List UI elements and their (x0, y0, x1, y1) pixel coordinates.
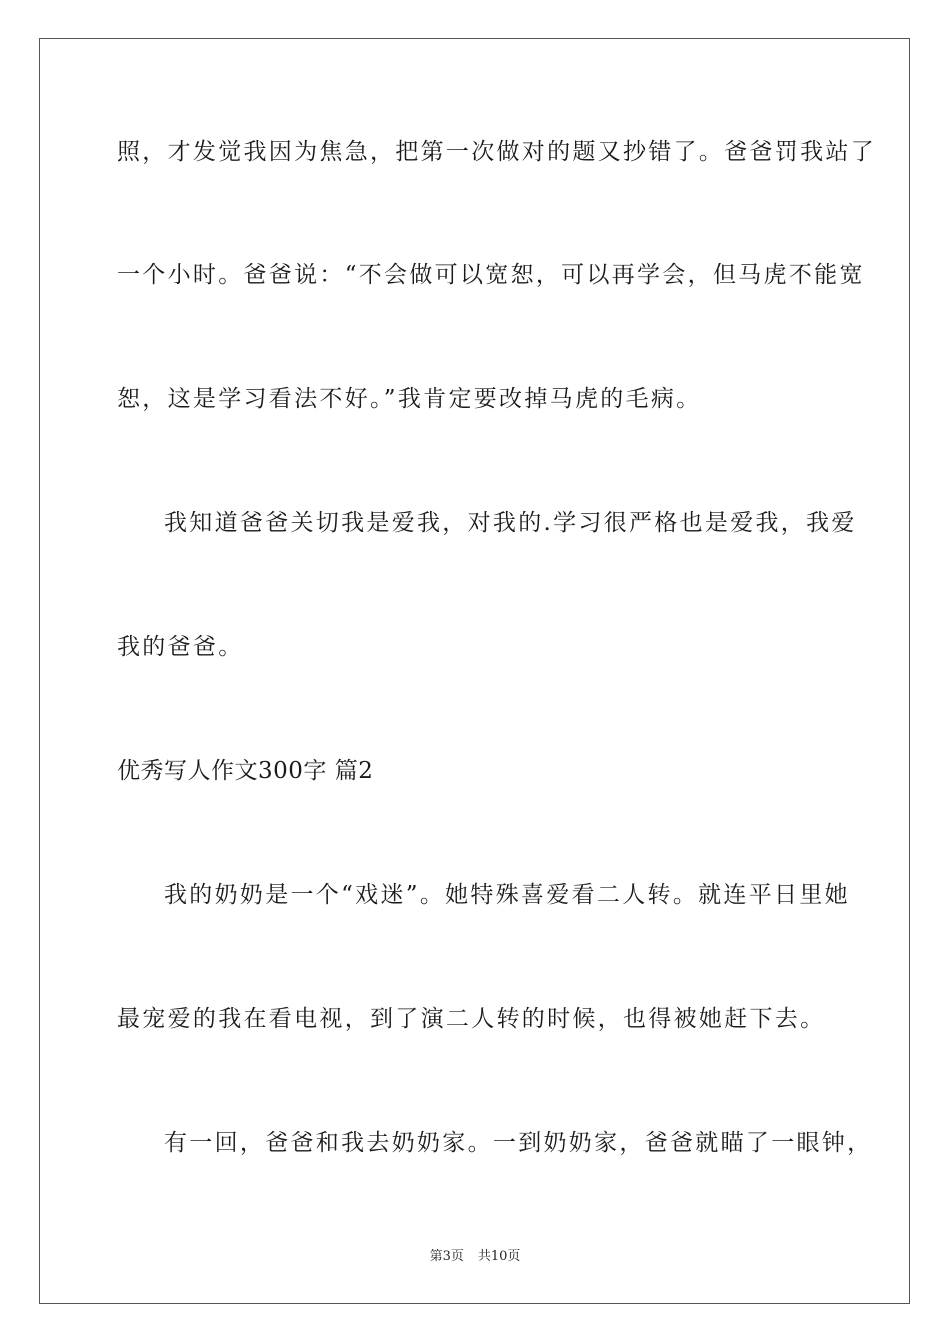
paragraph-line-4: 我知道爸爸关切我是爱我，对我的.学习很严格也是爱我，我爱 (164, 510, 857, 536)
paragraph-line-7: 最宠爱的我在看电视，到了演二人转的时候，也得被她赶下去。 (117, 1006, 826, 1032)
section-heading: 优秀写人作文300字 篇2 (117, 758, 374, 784)
page-border (39, 38, 910, 1304)
page-footer (0, 1248, 950, 1266)
paragraph-line-8: 有一回，爸爸和我去奶奶家。一到奶奶家，爸爸就瞄了一眼钟， (164, 1130, 873, 1156)
page-total: 共10页 (477, 1249, 521, 1264)
page-number: 第3页 (429, 1249, 464, 1264)
paragraph-line-3: 恕，这是学习看法不好。”我肯定要改掉马虎的毛病。 (117, 386, 702, 412)
paragraph-line-6: 我的奶奶是一个“戏迷”。她特殊喜爱看二人转。就连平日里她 (164, 882, 850, 908)
paragraph-line-2: 一个小时。爸爸说：“不会做可以宽恕，可以再学会，但马虎不能宽 (117, 262, 865, 288)
paragraph-line-1: 照，才发觉我因为焦急，把第一次做对的题又抄错了。爸爸罚我站了 (117, 139, 876, 165)
paragraph-line-5: 我的爸爸。 (117, 634, 244, 660)
